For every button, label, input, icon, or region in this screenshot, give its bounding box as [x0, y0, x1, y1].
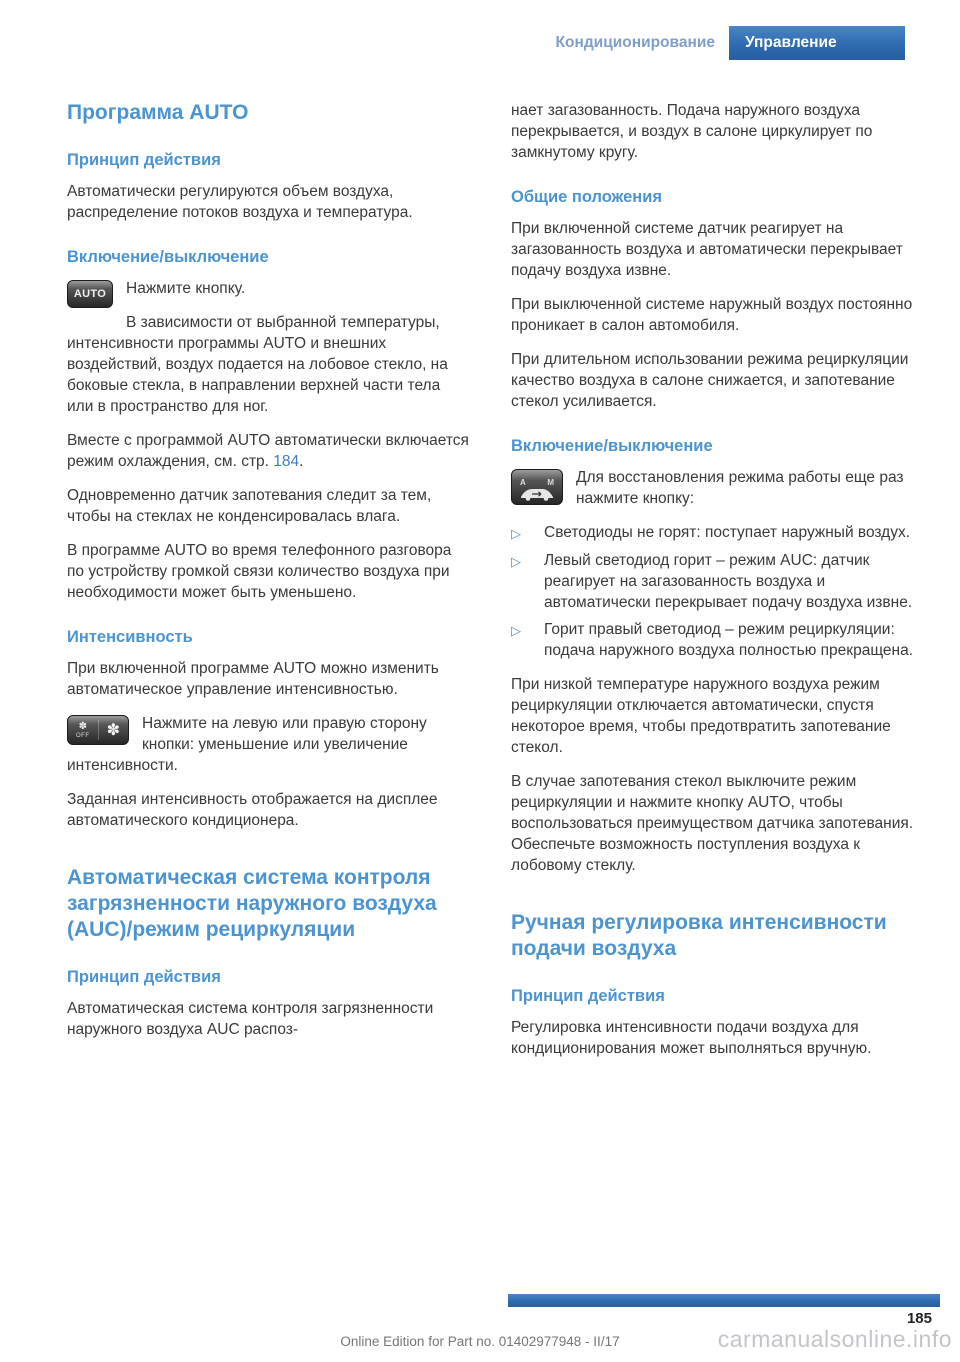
paragraph: Регулировка интенсивности подачи воздуха для кондиционирования может выполняться вручную. — [511, 1019, 872, 1057]
list-item-text: Горит правый светодиод – режим рециркуляции: подача наружного воздуха полностью прекращена. — [544, 621, 914, 659]
list-item — [511, 550, 914, 613]
list-item — [511, 619, 914, 661]
triangle-bullet-icon: ▷ — [511, 526, 521, 541]
paragraph: При выключенной системе наружный воздух постоянно проникает в салон автомобиля. — [511, 296, 913, 334]
text-run: . — [299, 453, 304, 470]
header-section-label: Кондиционирование — [555, 34, 715, 51]
header-chapter-tab — [729, 26, 905, 60]
paragraph: Автоматически регулируются объем воздуха, распределение потоков воздуха и температура. — [67, 183, 413, 221]
button-divider — [98, 720, 99, 740]
heading-program-auto: Программа AUTO — [67, 101, 249, 124]
auc-mode-letter: A — [520, 478, 526, 487]
list-item-text: Левый светодиод горит – режим AUC: датчик реагирует на загазованность воздуха и автоматически перекрывает подачу воздуха извне. — [544, 552, 913, 611]
fan-off-label: OFF — [76, 732, 90, 739]
paragraph: Одновременно датчик запотевания следит за тем, чтобы на стеклах не конденсировалась влага. — [67, 487, 432, 525]
page-ref-link[interactable]: 184 — [273, 453, 300, 470]
paragraph: В зависимости от выбранной температуры, интенсивности программы AUTO и внешних воздействий, воздух подается на лобовое стекло, на боковые стекла, в направлении верхней части тела или в пространство для ног. — [67, 314, 448, 415]
paragraph: При длительном использовании режима рециркуляции качество воздуха в салоне снижается, и запотевание стекол усиливается. — [511, 351, 909, 410]
subheading-principle: Принцип действия — [67, 151, 221, 169]
subheading-on-off: Включение/выключение — [67, 248, 269, 266]
paragraph: В программе AUTO во время телефонного разговора по устройству громкой связи количество воздуха при необходимости может быть уменьшено. — [67, 542, 452, 601]
subheading-on-off-2: Включение/выключение — [511, 437, 713, 455]
fan-small-icon: ✽ — [78, 720, 87, 732]
paragraph: При включенной системе датчик реагирует на загазованность воздуха и автоматически перекрывает подачу воздуха извне. — [511, 220, 903, 279]
fan-button-block — [67, 713, 470, 789]
fan-intensity-button-icon — [67, 715, 129, 745]
auto-button-icon — [67, 280, 113, 308]
right-column — [511, 100, 914, 1072]
manual-mode-letter: M — [547, 478, 554, 487]
fan-decrease-side — [76, 722, 90, 739]
page-number: 185 — [906, 1310, 932, 1327]
auto-button-label: AUTO — [73, 287, 107, 300]
paragraph: При низкой температуре наружного воздуха режим рециркуляции отключается автоматически, спустя некоторое время, чтобы предотвратить запотевание стекол. — [511, 676, 891, 756]
paragraph: Нажмите на левую или правую сторону кнопки: уменьшение или увеличение интенсивности. — [67, 715, 427, 774]
triangle-bullet-icon: ▷ — [511, 623, 521, 638]
paragraph: нает загазованность. Подача наружного воздуха перекрывается, и воздух в салоне циркулирует по замкнутому кругу. — [511, 102, 873, 161]
watermark: carmanualsonline.info — [717, 1326, 952, 1352]
heading-manual-intensity: Ручная регулировка интенсивности подачи воздуха — [511, 911, 887, 960]
paragraph: Заданная интенсивность отображается на дисплее автоматического кондиционера. — [67, 791, 438, 829]
recirculation-button-block — [511, 467, 914, 522]
text-run: Вместе с программой AUTO автоматически включается режим охлаждения, см. стр. — [67, 432, 469, 470]
list-item-text: Светодиоды не горят: поступает наружный воздух. — [544, 524, 911, 541]
left-column — [67, 100, 470, 1053]
footer-accent-bar — [508, 1294, 940, 1307]
paragraph: Для восстановления режима работы еще раз нажмите кнопку: — [576, 469, 904, 507]
list-item — [511, 522, 914, 544]
paragraph — [67, 430, 470, 472]
edition-note: Online Edition for Part no. 01402977948 - II/17 — [340, 1334, 620, 1349]
paragraph: При включенной программе AUTO можно изменить автоматическое управление интенсивностью. — [67, 660, 439, 698]
subheading-general: Общие положения — [511, 188, 663, 206]
led-status-list — [511, 522, 914, 661]
paragraph: Автоматическая система контроля загрязненности наружного воздуха AUC распоз- — [67, 1000, 434, 1038]
fan-large-icon: ✽ — [106, 721, 120, 739]
triangle-bullet-icon: ▷ — [511, 554, 521, 569]
subheading-principle-2: Принцип действия — [67, 968, 221, 986]
paragraph: Нажмите кнопку. — [126, 280, 246, 297]
paragraph: В случае запотевания стекол выключите режим рециркуляции и нажмите кнопку AUTO, чтобы воспользоваться преимуществом датчика запотевания. Обеспечьте возможность поступления воздуха к лобовому стеклу. — [511, 773, 914, 874]
recirculation-button-icon — [511, 469, 563, 505]
subheading-intensity: Интенсивность — [67, 628, 193, 646]
heading-auc: Автоматическая система контроля загрязненности наружного воздуха (AUC)/режим рециркуляции — [67, 866, 437, 941]
header-chapter-label: Управление — [745, 34, 837, 51]
auto-button-block — [67, 278, 470, 430]
page-header — [556, 26, 905, 60]
subheading-principle-3: Принцип действия — [511, 987, 665, 1005]
car-recirculation-icon — [519, 486, 555, 501]
